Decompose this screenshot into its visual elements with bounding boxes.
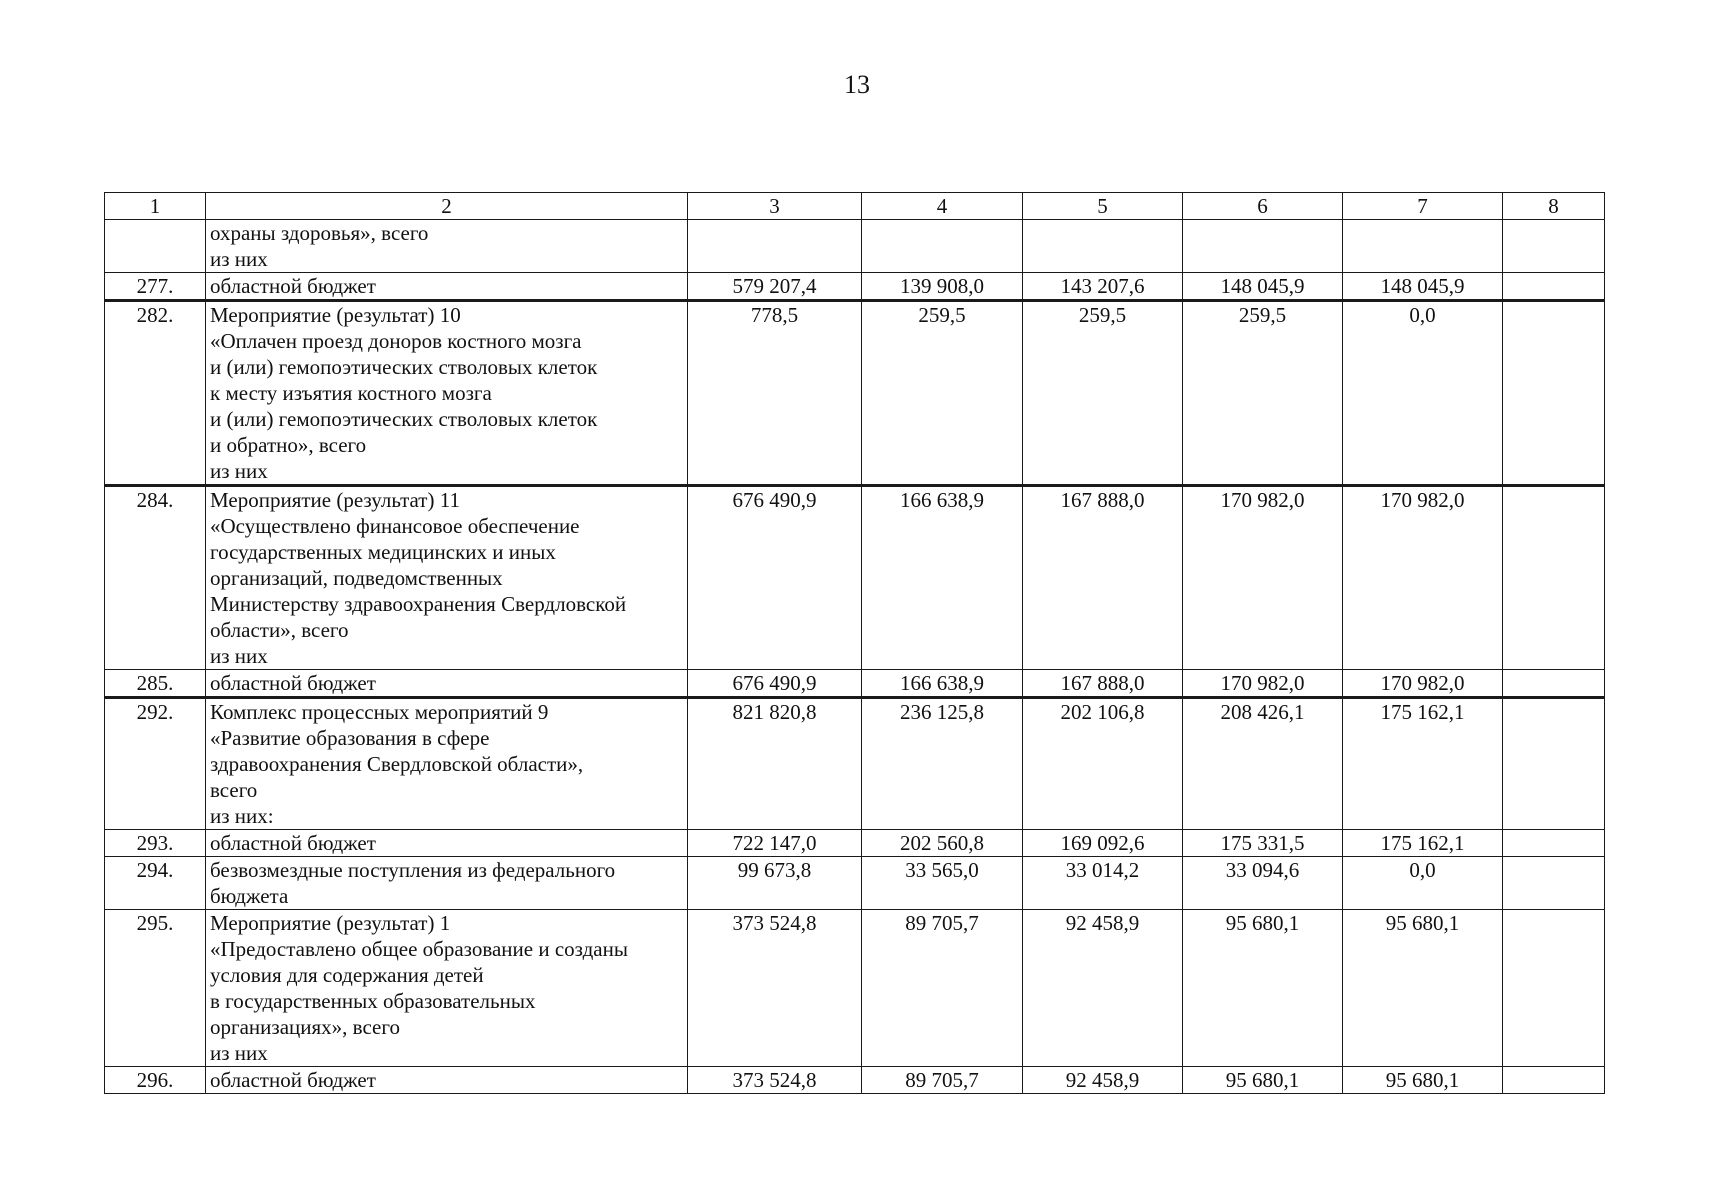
description-cell bbox=[206, 1067, 688, 1094]
value-cell-col5: 92 458,9 bbox=[1023, 910, 1183, 1067]
value-cell-col4 bbox=[862, 220, 1023, 273]
row-number-cell: 295. bbox=[105, 910, 206, 1067]
value-cell-col4: 89 705,7 bbox=[862, 1067, 1023, 1094]
header-cell: 2 bbox=[206, 193, 688, 220]
value-cell-col7: 148 045,9 bbox=[1343, 273, 1503, 301]
description-line: области», всего bbox=[210, 618, 349, 642]
header-cell: 4 bbox=[862, 193, 1023, 220]
value-cell-col3: 579 207,4 bbox=[688, 273, 862, 301]
value-cell-col6: 170 982,0 bbox=[1183, 486, 1343, 670]
description-line: областной бюджет bbox=[210, 671, 376, 695]
value-cell-col8 bbox=[1503, 670, 1605, 698]
value-cell-col8 bbox=[1503, 698, 1605, 830]
header-cell: 5 bbox=[1023, 193, 1183, 220]
row-number-cell: 292. bbox=[105, 698, 206, 830]
value-cell-col6: 33 094,6 bbox=[1183, 857, 1343, 910]
description-line: Мероприятие (результат) 1 bbox=[210, 911, 451, 935]
header-cell: 6 bbox=[1183, 193, 1343, 220]
header-cell: 1 bbox=[105, 193, 206, 220]
value-cell-col7 bbox=[1343, 220, 1503, 273]
description-cell bbox=[206, 273, 688, 301]
description-line: и (или) гемопоэтических стволовых клеток bbox=[210, 355, 598, 379]
table-row bbox=[105, 670, 1605, 698]
value-cell-col7: 170 982,0 bbox=[1343, 486, 1503, 670]
description-cell bbox=[206, 857, 688, 910]
description-cell bbox=[206, 486, 688, 670]
description-line: и обратно», всего bbox=[210, 433, 367, 457]
description-line: и (или) гемопоэтических стволовых клеток bbox=[210, 407, 598, 431]
table-row bbox=[105, 857, 1605, 910]
table-row bbox=[105, 301, 1605, 486]
value-cell-col3 bbox=[688, 220, 862, 273]
page-number: 13 bbox=[844, 70, 870, 99]
table-row bbox=[105, 220, 1605, 273]
description-line: из них bbox=[210, 644, 268, 668]
value-cell-col5: 259,5 bbox=[1023, 301, 1183, 486]
description-line: условия для содержания детей bbox=[210, 963, 484, 987]
description-line: областной бюджет bbox=[210, 831, 376, 855]
value-cell-col5 bbox=[1023, 220, 1183, 273]
description-line: организаций, подведомственных bbox=[210, 566, 503, 590]
description-cell bbox=[206, 698, 688, 830]
value-cell-col7: 95 680,1 bbox=[1343, 910, 1503, 1067]
description-line: из них: bbox=[210, 804, 274, 828]
description-line: государственных медицинских и иных bbox=[210, 540, 556, 564]
value-cell-col4: 89 705,7 bbox=[862, 910, 1023, 1067]
value-cell-col6: 95 680,1 bbox=[1183, 910, 1343, 1067]
value-cell-col6: 148 045,9 bbox=[1183, 273, 1343, 301]
value-cell-col4: 166 638,9 bbox=[862, 670, 1023, 698]
value-cell-col6: 208 426,1 bbox=[1183, 698, 1343, 830]
description-line: Министерству здравоохранения Свердловской bbox=[210, 592, 627, 616]
description-cell bbox=[206, 670, 688, 698]
description-cell bbox=[206, 910, 688, 1067]
value-cell-col8 bbox=[1503, 1067, 1605, 1094]
table-row bbox=[105, 486, 1605, 670]
description-line: «Осуществлено финансовое обеспечение bbox=[210, 514, 580, 538]
value-cell-col6 bbox=[1183, 220, 1343, 273]
description-line: областной бюджет bbox=[210, 274, 376, 298]
description-line: к месту изъятия костного мозга bbox=[210, 381, 492, 405]
row-number-cell: 282. bbox=[105, 301, 206, 486]
value-cell-col8 bbox=[1503, 910, 1605, 1067]
value-cell-col7: 175 162,1 bbox=[1343, 830, 1503, 857]
value-cell-col4: 259,5 bbox=[862, 301, 1023, 486]
value-cell-col3: 373 524,8 bbox=[688, 910, 862, 1067]
value-cell-col3: 99 673,8 bbox=[688, 857, 862, 910]
value-cell-col7: 95 680,1 bbox=[1343, 1067, 1503, 1094]
value-cell-col8 bbox=[1503, 273, 1605, 301]
description-line: из них bbox=[210, 459, 268, 483]
value-cell-col3: 821 820,8 bbox=[688, 698, 862, 830]
description-line: Мероприятие (результат) 10 bbox=[210, 303, 461, 327]
value-cell-col4: 236 125,8 bbox=[862, 698, 1023, 830]
value-cell-col8 bbox=[1503, 830, 1605, 857]
description-line: всего bbox=[210, 778, 258, 802]
row-number-cell: 285. bbox=[105, 670, 206, 698]
description-line: областной бюджет bbox=[210, 1068, 376, 1092]
value-cell-col7: 175 162,1 bbox=[1343, 698, 1503, 830]
description-line: «Предоставлено общее образование и созданы bbox=[210, 937, 628, 961]
description-line: бюджета bbox=[210, 884, 289, 908]
header-cell: 7 bbox=[1343, 193, 1503, 220]
value-cell-col6: 95 680,1 bbox=[1183, 1067, 1343, 1094]
value-cell-col4: 139 908,0 bbox=[862, 273, 1023, 301]
description-line: «Развитие образования в сфере bbox=[210, 726, 490, 750]
value-cell-col6: 175 331,5 bbox=[1183, 830, 1343, 857]
row-number-cell: 284. bbox=[105, 486, 206, 670]
table-row bbox=[105, 1067, 1605, 1094]
description-line: здравоохранения Свердловской области», bbox=[210, 752, 584, 776]
table-row bbox=[105, 273, 1605, 301]
table-row bbox=[105, 830, 1605, 857]
table-header-row bbox=[105, 193, 1605, 220]
row-number-cell: 293. bbox=[105, 830, 206, 857]
description-cell bbox=[206, 830, 688, 857]
value-cell-col3: 722 147,0 bbox=[688, 830, 862, 857]
value-cell-col5: 33 014,2 bbox=[1023, 857, 1183, 910]
table-row bbox=[105, 698, 1605, 830]
value-cell-col3: 676 490,9 bbox=[688, 670, 862, 698]
description-line: из них bbox=[210, 247, 268, 271]
description-line: охраны здоровья», всего bbox=[210, 221, 429, 245]
value-cell-col7: 0,0 bbox=[1343, 857, 1503, 910]
row-number-cell: 277. bbox=[105, 273, 206, 301]
budget-table bbox=[104, 192, 1605, 1094]
value-cell-col7: 170 982,0 bbox=[1343, 670, 1503, 698]
description-line: Комплекс процессных мероприятий 9 bbox=[210, 700, 549, 724]
header-cell: 8 bbox=[1503, 193, 1605, 220]
value-cell-col4: 33 565,0 bbox=[862, 857, 1023, 910]
value-cell-col3: 373 524,8 bbox=[688, 1067, 862, 1094]
value-cell-col5: 167 888,0 bbox=[1023, 670, 1183, 698]
value-cell-col4: 166 638,9 bbox=[862, 486, 1023, 670]
value-cell-col7: 0,0 bbox=[1343, 301, 1503, 486]
description-line: в государственных образовательных bbox=[210, 989, 536, 1013]
value-cell-col8 bbox=[1503, 486, 1605, 670]
budget-table-container bbox=[104, 192, 1604, 1094]
value-cell-col3: 778,5 bbox=[688, 301, 862, 486]
description-line: безвозмездные поступления из федерального bbox=[210, 858, 616, 882]
value-cell-col5: 169 092,6 bbox=[1023, 830, 1183, 857]
table-row bbox=[105, 910, 1605, 1067]
value-cell-col6: 259,5 bbox=[1183, 301, 1343, 486]
description-cell bbox=[206, 220, 688, 273]
header-cell: 3 bbox=[688, 193, 862, 220]
value-cell-col4: 202 560,8 bbox=[862, 830, 1023, 857]
value-cell-col6: 170 982,0 bbox=[1183, 670, 1343, 698]
row-number-cell: 296. bbox=[105, 1067, 206, 1094]
table-body bbox=[105, 193, 1605, 1094]
row-number-cell bbox=[105, 220, 206, 273]
value-cell-col8 bbox=[1503, 857, 1605, 910]
value-cell-col5: 92 458,9 bbox=[1023, 1067, 1183, 1094]
description-cell bbox=[206, 301, 688, 486]
value-cell-col8 bbox=[1503, 220, 1605, 273]
description-line: «Оплачен проезд доноров костного мозга bbox=[210, 329, 582, 353]
value-cell-col5: 167 888,0 bbox=[1023, 486, 1183, 670]
description-line: Мероприятие (результат) 11 bbox=[210, 488, 460, 512]
value-cell-col3: 676 490,9 bbox=[688, 486, 862, 670]
row-number-cell: 294. bbox=[105, 857, 206, 910]
value-cell-col5: 202 106,8 bbox=[1023, 698, 1183, 830]
value-cell-col5: 143 207,6 bbox=[1023, 273, 1183, 301]
description-line: из них bbox=[210, 1041, 268, 1065]
description-line: организациях», всего bbox=[210, 1015, 400, 1039]
value-cell-col8 bbox=[1503, 301, 1605, 486]
